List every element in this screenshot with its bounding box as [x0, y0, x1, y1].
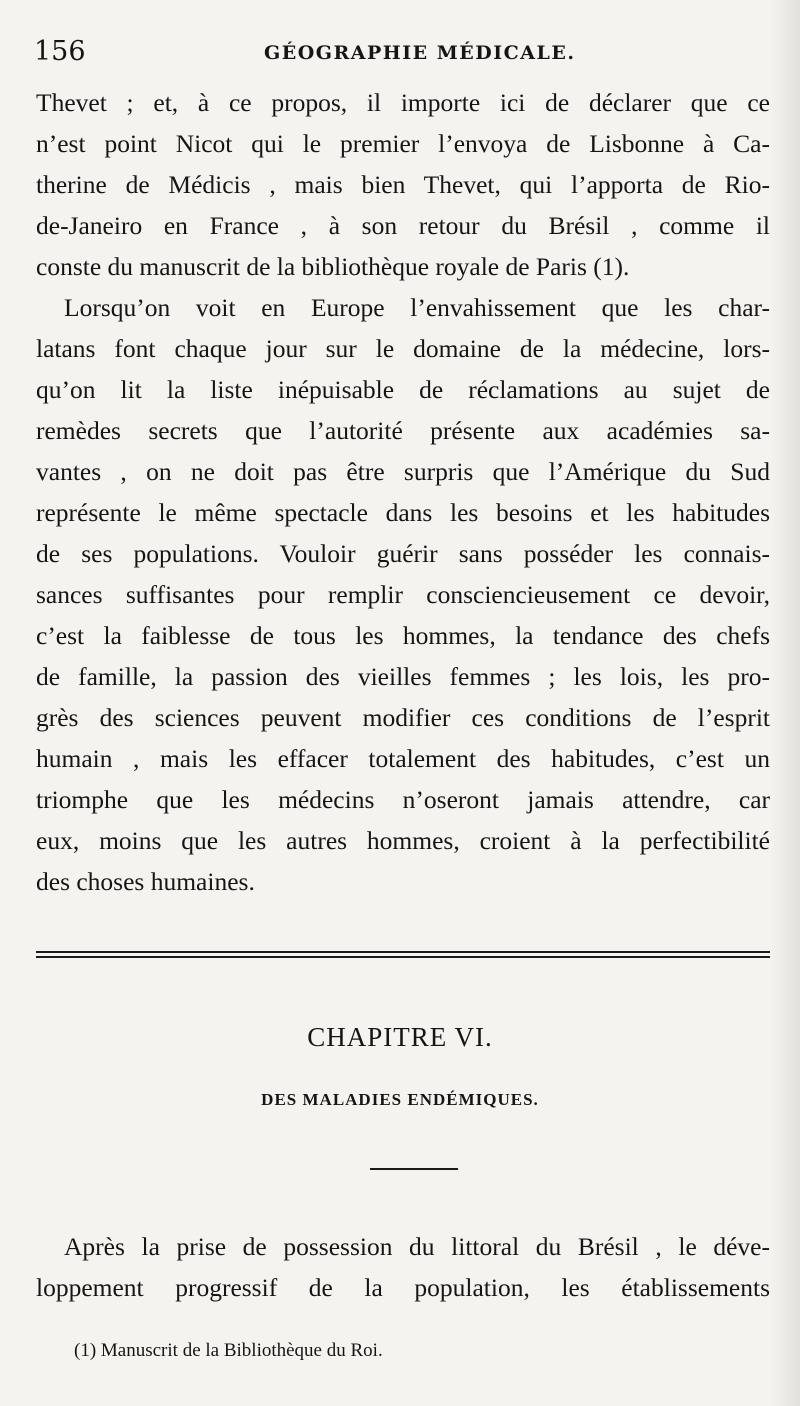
double-rule-divider: [36, 951, 770, 959]
chapter-subtitle: DES MALADIES ENDÉMIQUES.: [261, 1090, 539, 1109]
text-line: humain , mais les effacer totalement des habitudes, c’est un: [36, 744, 770, 773]
text-line: sances suffisantes pour remplir consciencieusement ce devoir,: [36, 580, 770, 609]
text-line: de-Janeiro en France , à son retour du Brésil , comme il: [36, 211, 770, 240]
text-line: c’est la faiblesse de tous les hommes, la tendance des chefs: [36, 621, 770, 650]
page-number: 156: [34, 36, 86, 67]
text-line: Après la prise de possession du littoral du Brésil , le déve-: [64, 1232, 770, 1261]
text-line: Thevet ; et, à ce propos, il importe ici de déclarer que ce: [36, 88, 770, 117]
running-title: GÉOGRAPHIE MÉDICALE.: [264, 42, 576, 64]
text-line: de famille, la passion des vieilles femmes ; les lois, les pro-: [36, 662, 770, 691]
text-line: eux, moins que les autres hommes, croient à la perfectibilité: [36, 826, 770, 855]
text-line: vantes , on ne doit pas être surpris que l’Amérique du Sud: [36, 457, 770, 486]
text-line: conste du manuscrit de la bibliothèque royale de Paris (1).: [36, 252, 630, 281]
text-line: remèdes secrets que l’autorité présente aux académies sa-: [36, 416, 770, 445]
short-rule: [370, 1168, 458, 1170]
page-edge-shadow: [770, 0, 800, 1406]
text-line: qu’on lit la liste inépuisable de réclamations au sujet de: [36, 375, 770, 404]
chapter-title: CHAPITRE VI.: [307, 1022, 493, 1052]
body-text: [36, 82, 770, 902]
text-line: latans font chaque jour sur le domaine de la médecine, lors-: [36, 334, 770, 363]
text-line: therine de Médicis , mais bien Thevet, qui l’apporta de Rio-: [36, 170, 770, 199]
page-header: [34, 36, 774, 76]
text-line: Lorsqu’on voit en Europe l’envahissement que les char-: [64, 293, 770, 322]
footnote: (1) Manuscrit de la Bibliothèque du Roi.: [74, 1340, 383, 1361]
text-line: des choses humaines.: [36, 867, 255, 896]
text-line: loppement progressif de la population, les établissements: [36, 1273, 770, 1302]
text-line: représente le même spectacle dans les besoins et les habitudes: [36, 498, 770, 527]
chapter-text: [36, 1226, 770, 1308]
text-line: n’est point Nicot qui le premier l’envoya de Lisbonne à Ca-: [36, 129, 770, 158]
text-line: grès des sciences peuvent modifier ces conditions de l’esprit: [36, 703, 770, 732]
text-line: de ses populations. Vouloir guérir sans posséder les connais-: [36, 539, 770, 568]
text-line: triomphe que les médecins n’oseront jamais attendre, car: [36, 785, 770, 814]
